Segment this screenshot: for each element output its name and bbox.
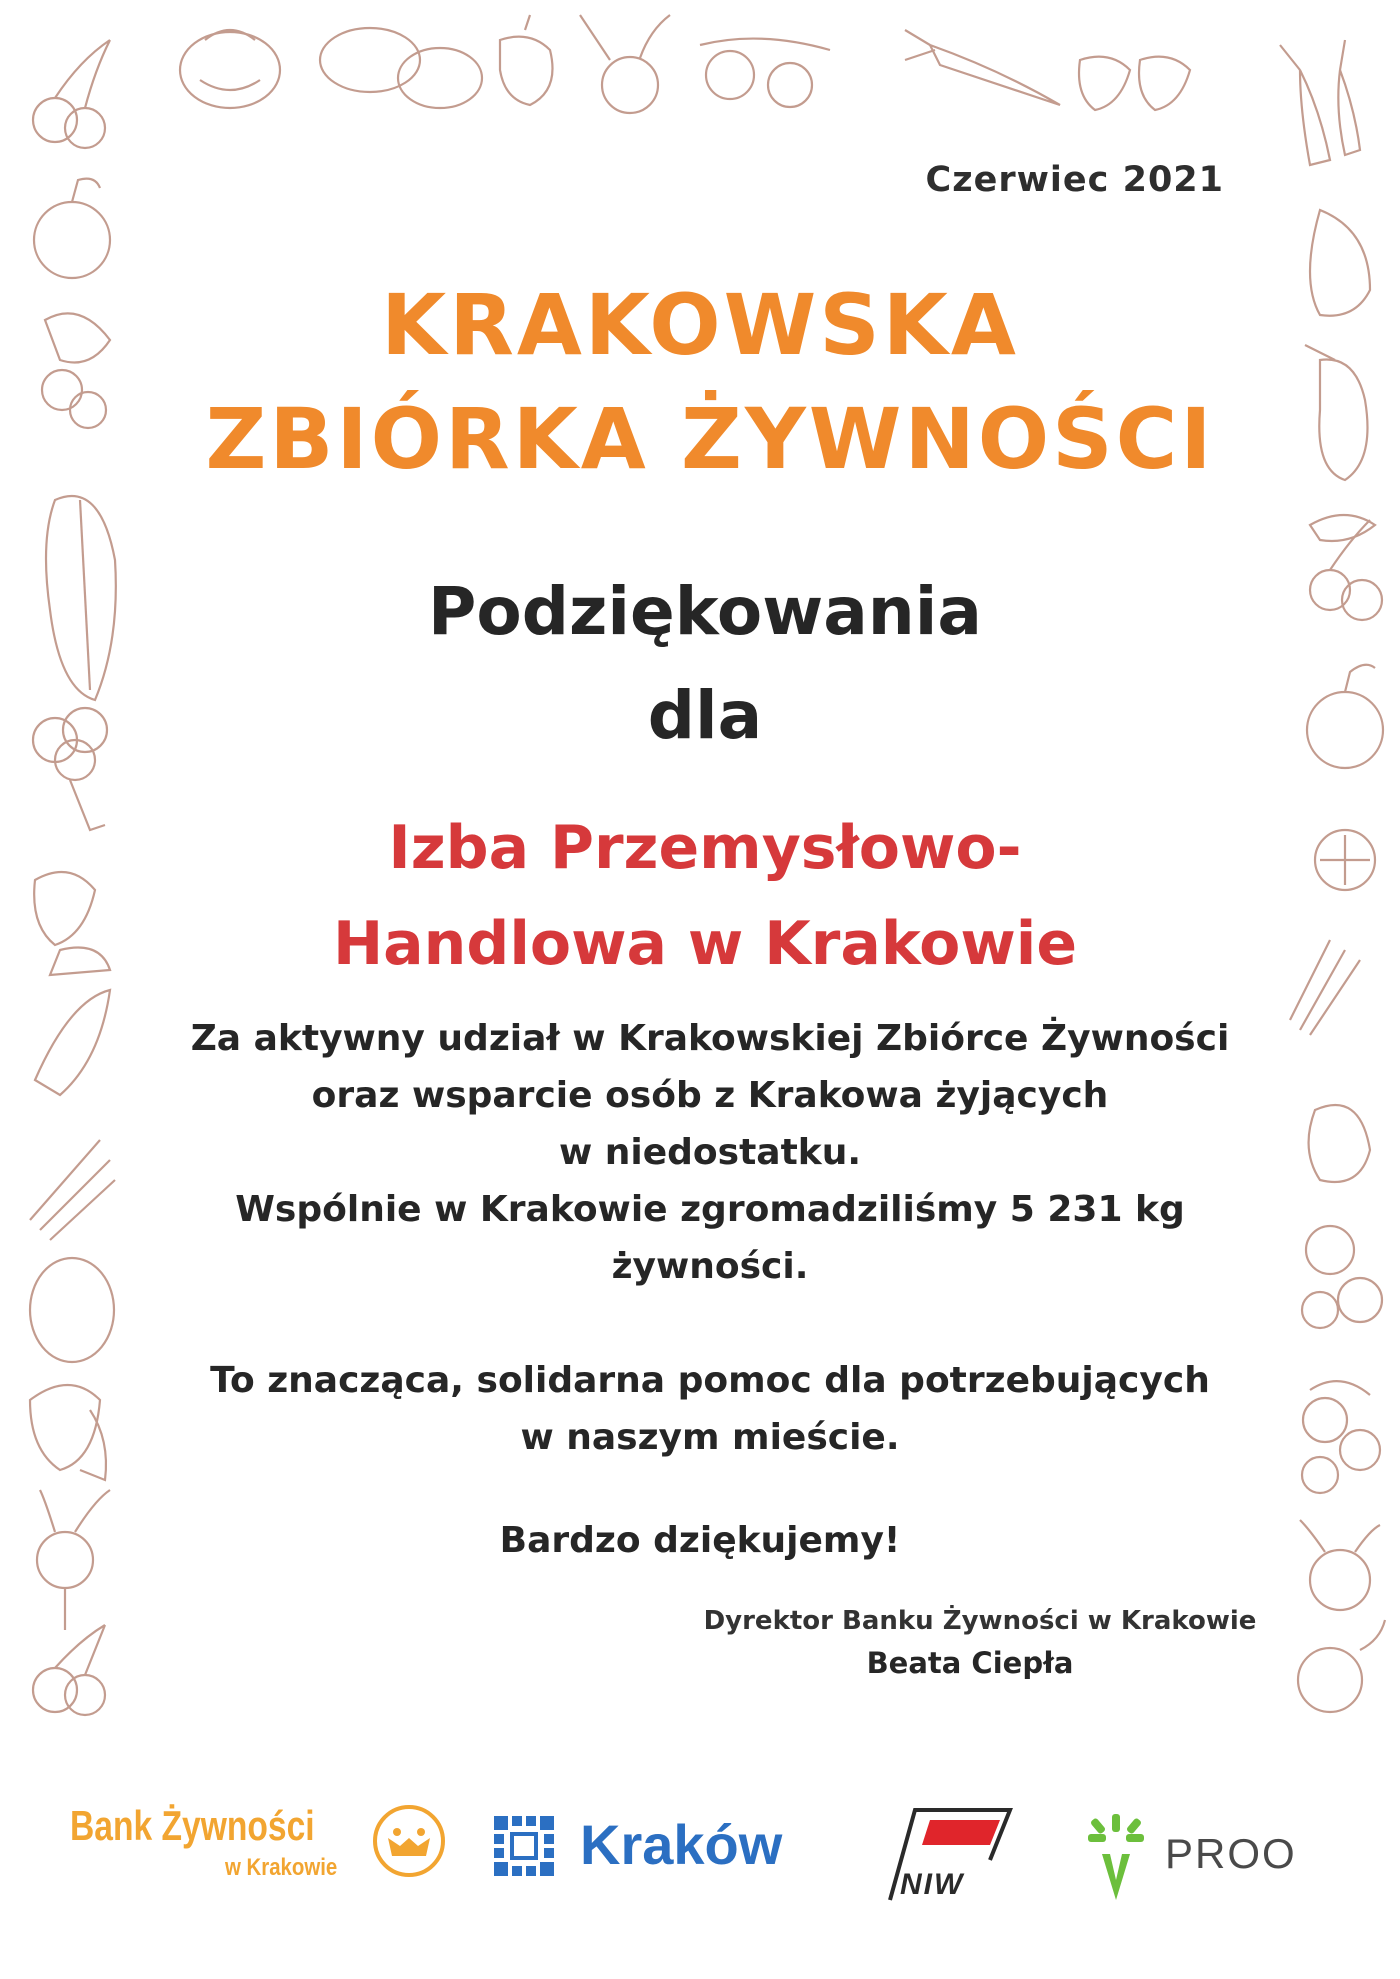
signer-name: Beata Ciepła — [866, 1646, 1074, 1680]
cherries-icon — [33, 40, 110, 148]
krakow-logo-text: Kraków — [580, 1813, 783, 1876]
pepper-icon — [500, 15, 553, 105]
body-line: Za aktywny udział w Krakowskiej Zbiórce Żywności — [190, 1018, 1230, 1059]
proo-logo — [1080, 1790, 1340, 1910]
recipient-line2: Handlowa w Krakowie — [332, 909, 1078, 979]
bank-emblem-icon — [370, 1802, 448, 1880]
bank-logo-line2: w Krakowie — [225, 1854, 338, 1881]
potatoes-icon — [320, 28, 482, 108]
proo-logo-text: PROO — [1165, 1830, 1297, 1877]
strawberries-icon — [1079, 57, 1190, 110]
event-title — [0, 268, 1400, 496]
proo-sprout-icon — [1080, 1810, 1152, 1910]
thanks-heading — [0, 560, 1400, 768]
body-text — [0, 1010, 1400, 1466]
thanks-line2: dla — [647, 677, 763, 754]
recipient-line1: Izba Przemysłowo- — [388, 813, 1022, 883]
bank-zywnosci-logo — [70, 1790, 460, 1910]
body-line: Wspólnie w Krakowie zgromadziliśmy 5 231 kg — [235, 1189, 1185, 1230]
paragraph-gap — [20, 1295, 1400, 1352]
body-line: żywności. — [611, 1246, 809, 1287]
recipient-name — [0, 800, 1400, 992]
carrots-icon — [1280, 40, 1360, 165]
body-line: To znacząca, solidarna pomoc dla potrzebujących — [210, 1360, 1210, 1401]
event-title-line1: KRAKOWSKA — [381, 276, 1019, 374]
body-line: w naszym mieście. — [520, 1417, 900, 1458]
cherries-left-icon — [33, 1625, 105, 1715]
krakow-emblem-icon — [490, 1812, 558, 1880]
event-title-line2: ZBIÓRKA ŻYWNOŚCI — [205, 390, 1215, 488]
thanks-line1: Podziękowania — [428, 573, 982, 650]
closing-text: Bardzo dziękujemy! — [499, 1520, 901, 1561]
signature-block — [700, 1606, 1260, 1680]
body-line: w niedostatku. — [558, 1132, 862, 1173]
niw-logo — [860, 1790, 1020, 1910]
document-date: Czerwiec 2021 — [925, 160, 1224, 200]
beet-icon — [580, 15, 670, 113]
signer-role: Dyrektor Banku Żywności w Krakowie — [703, 1606, 1257, 1636]
body-line: oraz wsparcie osób z Krakowa żyjących — [311, 1075, 1109, 1116]
bank-logo-line1: Bank Żywności — [70, 1802, 315, 1849]
apple-icon — [34, 179, 110, 278]
niw-logo-text: NIW — [900, 1868, 965, 1901]
sponsor-logos — [0, 1790, 1400, 1910]
fruit-bottom-right-icon — [1298, 1620, 1385, 1712]
krakow-logo — [490, 1790, 820, 1910]
tomatoes-icon — [700, 39, 830, 107]
onion-icon — [180, 30, 280, 108]
carrot-icon — [905, 30, 1060, 105]
